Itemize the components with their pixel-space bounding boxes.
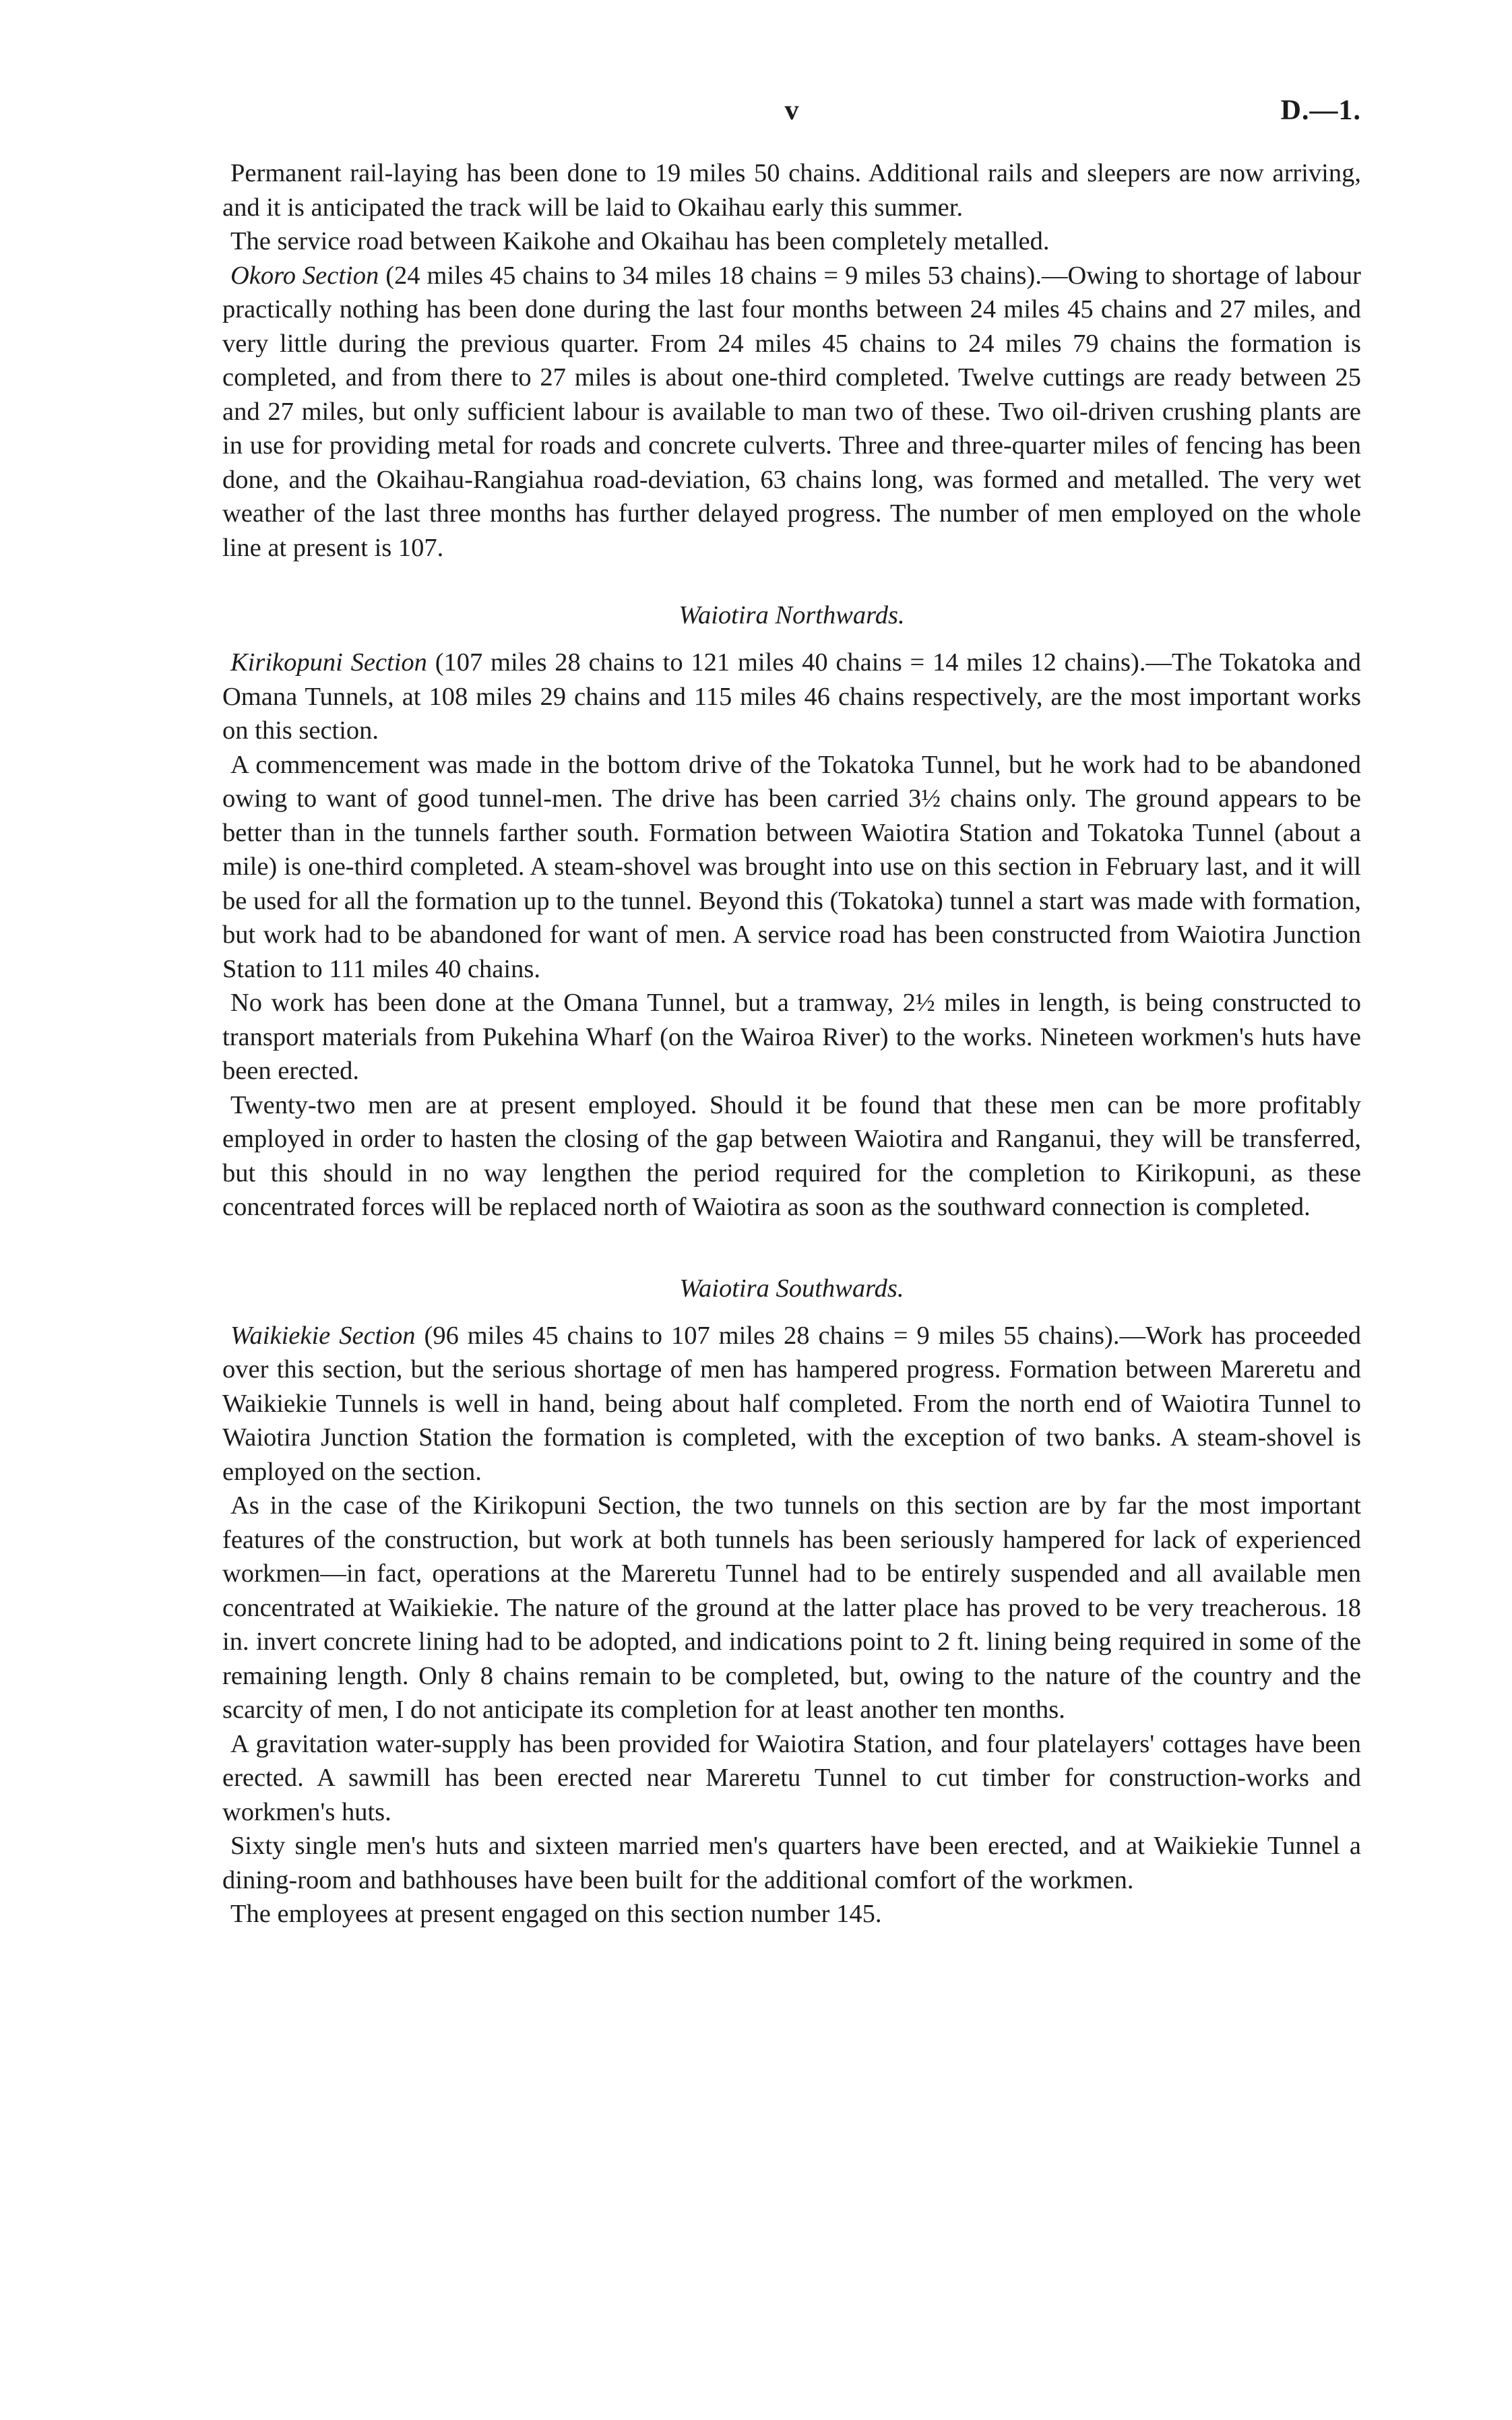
waikiekie-section-title: Waikiekie Section [230,1321,416,1350]
paragraph-employees: The employees at present engaged on this section number 145. [230,1900,882,1928]
paragraph-okoro-section [222,259,1361,565]
paragraph-kirikopuni-section [222,646,1361,748]
okoro-section-text: (24 miles 45 chains to 34 miles 18 chains = 9 miles 53 chains).—Owing to shortage of labour practically nothing has been done during the last four months between 24 miles 45 chains and 27 miles, and very little during the previous quarter. From 24 miles 45 chains to 24 miles 79 chains the formation is completed, and from there to 27 miles is about one-third completed. Twelve cuttings are ready between 25 and 27 miles, but only sufficient labour is available to man two of these. Two oil-driven crushing plants are in use for providing metal for roads and concrete culverts. Three and three-quarter miles of fencing has been done, and the Okaihau-Rangiahua road-deviation, 63 chains long, was formed and metalled. The very wet weather of the last three months has further delayed progress. The number of men employed on the whole line at present is 107. [222,261,1362,562]
paragraph-waikiekie-section [222,1319,1361,1489]
document-reference: D.—1. [1280,95,1361,126]
heading-waiotira-northwards: Waiotira Northwards. [679,601,905,629]
paragraph-water-supply: A gravitation water-supply has been provided for Waiotira Station, and four platelayers' cottages have been erected. A sawmill has been erected near Mareretu Tunnel to cut timber for construction-works and workmen's huts. [222,1729,1361,1826]
waikiekie-section-text: (96 miles 45 chains to 107 miles 28 chains = 9 miles 55 chains).—Work has proceeded over this section, but the serious shortage of men has hampered progress. Formation between Mareretu and Waikiekie Tunnels is well in hand, being about half completed. From the north end of Waiotira Tunnel to Waiotira Junction Station the formation is completed, with the exception of two banks. A steam-shovel is employed on the section. [222,1321,1361,1486]
okoro-section-title: Okoro Section [230,261,379,290]
paragraph-huts: Sixty single men's huts and sixteen married men's quarters have been erected, and at Waikiekie Tunnel a dining-room and bathhouses have been built for the additional comfort of the workmen. [222,1832,1361,1894]
paragraph-omana-tunnel: No work has been done at the Omana Tunnel, but a tramway, 2½ miles in length, is being constructed to transport materials from Pukehina Wharf (on the Wairoa River) to the works. Nineteen workmen's huts have been erected. [222,989,1361,1085]
paragraph-tunnels: As in the case of the Kirikopuni Section, the two tunnels on this section are by far the most important features of the construction, but work at both tunnels has been seriously hampered for lack of experienced workmen—in fact, operations at the Mareretu Tunnel had to be entirely suspended and all available men concentrated at Waikiekie. The nature of the ground at the latter place has proved to be very treacherous. 18 in. invert concrete lining had to be adopted, and indications point to 2 ft. lining being required in some of the remaining length. Only 8 chains remain to be completed, but, owing to the nature of the country and the scarcity of men, I do not anticipate its completion for at least another ten months. [222,1491,1361,1724]
page-number: v [784,95,799,126]
page-header [222,94,1361,135]
paragraph-tokatoka-tunnel: A commencement was made in the bottom drive of the Tokatoka Tunnel, but he work had to be abandoned owing to want of good tunnel-men. The drive has been carried 3½ chains only. The ground appears to be better than in the tunnels farther south. Formation between Waiotira Station and Tokatoka Tunnel (about a mile) is one-third completed. A steam-shovel was brought into use on this section in February last, and it will be used for all the formation up to the tunnel. Beyond this (Tokatoka) tunnel a start was made with formation, but work had to be abandoned for want of men. A service road has been constructed from Waiotira Junction Station to 111 miles 40 chains. [222,750,1361,983]
paragraph-rail-laying: Permanent rail-laying has been done to 19 miles 50 chains. Additional rails and sleepers are now arriving, and it is anticipated the track will be laid to Okaihau early this summer. [222,159,1361,222]
kirikopuni-section-title: Kirikopuni Section [230,648,427,677]
body-text [222,156,1361,1931]
paragraph-men-employed: Twenty-two men are at present employed. Should it be found that these men can be more profitably employed in order to hasten the closing of the gap between Waiotira and Ranganui, they will be transferred, but this should in no way lengthen the period required for the completion to Kirikopuni, as these concentrated forces will be replaced north of Waiotira as soon as the southward connection is completed. [222,1090,1361,1221]
kirikopuni-section-text: (107 miles 28 chains to 121 miles 40 chains = 14 miles 12 chains).—The Tokatoka and Omana Tunnels, at 108 miles 29 chains and 115 miles 46 chains respectively, are the most important works on this section. [222,648,1361,745]
paragraph-service-road: The service road between Kaikohe and Okaihau has been completely metalled. [230,227,1050,255]
heading-waiotira-southwards: Waiotira Southwards. [679,1274,904,1303]
